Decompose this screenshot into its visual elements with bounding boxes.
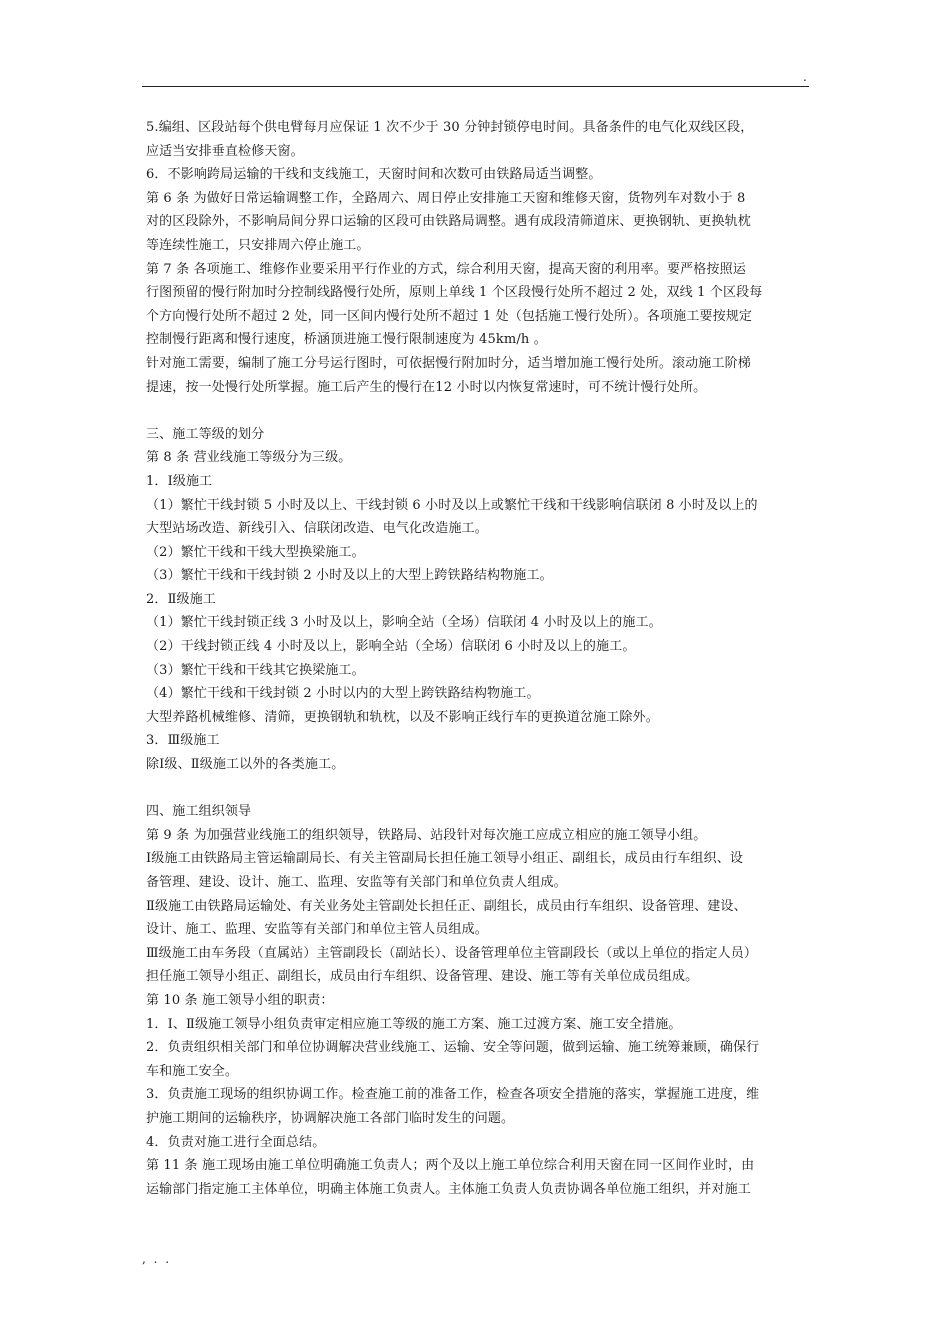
footer-mark: , . .	[142, 1252, 172, 1266]
text-line: 四、施工组织领导	[146, 804, 252, 820]
text-line: 备管理、建设、设计、施工、监理、安监等有关部门和单位负责人组成。	[146, 875, 567, 890]
document-body	[146, 116, 818, 1201]
text-line: Ⅲ级施工由车务段（直属站）主管副段长（副站长）、设备管理单位主管副段长（或以上单位的指定人员）	[146, 945, 758, 961]
text-line: Ⅱ级施工由铁路局运输处、有关业务处主管副处长担任正、副组长，成员由行车组织、设备管理、建设、	[146, 898, 747, 914]
text-line: 第 11 条 施工现场由施工单位明确施工负责人；两个及以上施工单位综合利用天窗在同一区间作业时，由	[146, 1158, 755, 1174]
text-line: 对的区段除外，不影响局间分界口运输的区段可由铁路局调整。遇有成段清筛道床、更换钢轨、更换轨枕	[146, 214, 751, 230]
text-line: （4）繁忙干线和干线封锁 2 小时以内的大型上跨铁路结构物施工。	[146, 686, 540, 702]
text-line: 第 9 条 为加强营业线施工的组织领导，铁路局、站段针对每次施工应成立相应的施工领导小组。	[146, 827, 707, 843]
text-line: 5.编组、区段站每个供电臂每月应保证 1 次不少于 30 分钟封锁停电时间。具备条件的电气化双线区段，	[146, 120, 754, 135]
text-line: （3）繁忙干线和干线其它换梁施工。	[146, 662, 365, 678]
text-line: 设计、施工、监理、安监等有关部门和单位主管人员组成。	[146, 922, 488, 938]
blank-line	[146, 777, 818, 801]
text-line: （2）干线封锁正线 4 小时及以上，影响全站（全场）信联闭 6 小时及以上的施工。	[146, 639, 636, 655]
text-line: （1）繁忙干线封锁正线 3 小时及以上，影响全站（全场）信联闭 4 小时及以上的施工。	[146, 615, 662, 631]
text-line: 大型站场改造、新线引入、信联闭改造、电气化改造施工。	[146, 521, 488, 537]
blank-line	[146, 399, 818, 423]
text-line: （3）繁忙干线和干线封锁 2 小时及以上的大型上跨铁路结构物施工。	[146, 568, 553, 584]
text-line: （2）繁忙干线和干线大型换梁施工。	[146, 544, 365, 560]
text-line: 担任施工领导小组正、副组长，成员由行车组织、设备管理、建设、施工等有关单位成员组成。	[146, 969, 699, 985]
header-mark: .	[803, 70, 807, 84]
header-rule	[142, 86, 809, 87]
text-line: 4．负责对施工进行全面总结。	[146, 1134, 326, 1150]
text-line: Ⅰ级施工由铁路局主管运输副局长、有关主管副局长担任施工领导小组正、副组长，成员由行车组织、设	[146, 851, 744, 867]
text-line: 大型养路机械维修、清筛，更换钢轨和轨枕，以及不影响正线行车的更换道岔施工除外。	[146, 709, 659, 725]
text-line: 护施工期间的运输秩序，协调解决施工各部门临时发生的问题。	[146, 1110, 515, 1126]
text-line: 除Ⅰ级、Ⅱ级施工以外的各类施工。	[146, 757, 345, 773]
text-line: 第 6 条 为做好日常运输调整工作，全路周六、周日停止安排施工天窗和维修天窗，货物列车对数小于 8	[146, 190, 746, 206]
text-line: 第 10 条 施工领导小组的职责：	[146, 992, 334, 1008]
text-line: 个方向慢行处所不超过 2 处，同一区间内慢行处所不超过 1 处（包括施工慢行处所）。各项施工要按规定	[146, 308, 753, 324]
text-line: 1．Ⅰ、Ⅱ级施工领导小组负责审定相应施工等级的施工方案、施工过渡方案、施工安全措施。	[146, 1016, 682, 1032]
text-line: 3．Ⅲ级施工	[146, 733, 220, 749]
text-line: 行图预留的慢行附加时分控制线路慢行处所，原则上单线 1 个区段慢行处所不超过 2 处，双线 1 个区段每	[146, 285, 763, 301]
text-line: （1）繁忙干线封锁 5 小时及以上、干线封锁 6 小时及以上或繁忙干线和干线影响信联闭 8 小时及以上的	[146, 497, 758, 513]
text-line: 2．负责组织相关部门和单位协调解决营业线施工、运输、安全等问题，做到运输、施工统筹兼顾，确保行	[146, 1040, 760, 1056]
text-line: 运输部门指定施工主体单位，明确主体施工负责人。主体施工负责人负责协调各单位施工组织，并对施工	[146, 1181, 751, 1197]
text-line: 第 8 条 营业线施工等级分为三级。	[146, 450, 352, 466]
text-line: 提速，按一处慢行处所掌握。施工后产生的慢行在12 小时以内恢复常速时，可不统计慢行处所。	[146, 379, 707, 395]
text-line: 第 7 条 各项施工、维修作业要采用平行作业的方式，综合利用天窗，提高天窗的利用率。要严格按照运	[146, 261, 746, 277]
text-line: 等连续性施工，只安排周六停止施工。	[146, 237, 370, 253]
text-line: 2．Ⅱ级施工	[146, 591, 217, 607]
text-line: 应适当安排垂直检修天窗。	[146, 143, 304, 159]
text-line: 控制慢行距离和慢行速度，桥涵顶进施工慢行限制速度为 45km/h 。	[146, 332, 547, 348]
text-line: 6．不影响跨局运输的干线和支线施工，天窗时间和次数可由铁路局适当调整。	[146, 167, 602, 183]
text-line: 3．负责施工现场的组织协调工作。检查施工前的准备工作，检查各项安全措施的落实，掌握施工进度，维	[146, 1087, 760, 1103]
text-line: 车和施工安全。	[146, 1063, 239, 1079]
text-line: 针对施工需要，编制了施工分号运行图时，可依据慢行附加时分，适当增加施工慢行处所。滚动施工阶梯	[146, 355, 751, 371]
text-line: 1．Ⅰ级施工	[146, 473, 213, 489]
text-line: 三、施工等级的划分	[146, 426, 265, 442]
